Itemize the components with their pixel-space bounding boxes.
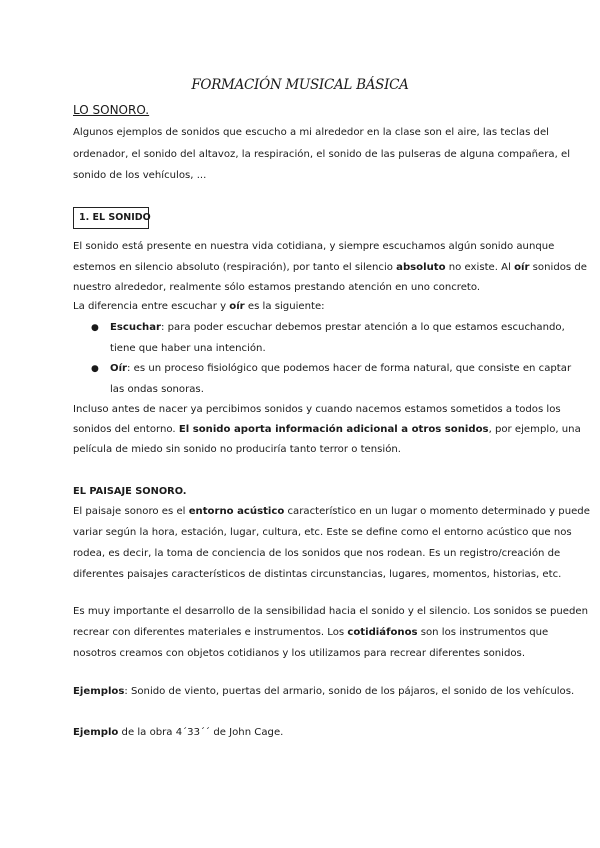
text-run: sonidos del entorno. xyxy=(73,424,179,435)
paragraph-line xyxy=(73,627,548,638)
bold-term: absoluto xyxy=(396,262,446,273)
bold-term: Oír xyxy=(110,363,128,374)
bold-term: oír xyxy=(229,301,245,312)
section-box-el-sonido: 1. EL SONIDO xyxy=(73,207,149,229)
paragraph-line: Algunos ejemplos de sonidos que escucho a mi alrededor en la clase son el aire, las teclas del xyxy=(73,127,549,138)
text-run: : Sonido de viento, puertas del armario, sonido de los pájaros, el sonido de los vehículos. xyxy=(124,686,575,697)
paragraph-line xyxy=(73,301,325,312)
bold-phrase: El sonido aporta información adicional a otros sonidos xyxy=(178,424,489,435)
text-run: estemos en silencio absoluto (respiración), por tanto el silencio xyxy=(73,262,397,273)
bold-term: Escuchar xyxy=(110,322,162,333)
paragraph-line: rodea, es decir, la toma de conciencia de los sonidos que nos rodean. Es un registro/creación de xyxy=(73,548,561,559)
paragraph-line: diferentes paisajes característicos de distintas circunstancias, lugares, momentos, historias, etc. xyxy=(73,569,562,580)
list-item xyxy=(110,363,571,374)
text-run: La diferencia entre escuchar y xyxy=(73,301,230,312)
text-run: : es un proceso fisiológico que podemos hacer de forma natural, que consiste en captar xyxy=(127,363,572,374)
paragraph-line xyxy=(73,506,590,517)
section-heading-lo-sonoro: LO SONORO. xyxy=(73,103,150,117)
paragraph-line: variar según la hora, estación, lugar, cultura, etc. Este se define como el entorno acústico que nos xyxy=(73,527,572,538)
text-run: , por ejemplo, una xyxy=(488,424,581,435)
text-run: son los instrumentos que xyxy=(417,627,549,638)
paragraph-line xyxy=(73,424,581,435)
text-run: característico en un lugar o momento determinado y puede xyxy=(284,506,590,517)
text-run: El paisaje sonoro es el xyxy=(73,506,189,517)
text-run: de la obra 4´33´´ de John Cage. xyxy=(118,727,284,738)
paragraph-line: Incluso antes de nacer ya percibimos sonidos y cuando nacemos estamos sometidos a todos los xyxy=(73,404,561,415)
text-run: no existe. Al xyxy=(445,262,515,273)
bold-label: Ejemplos xyxy=(73,686,125,697)
bold-label: Ejemplo xyxy=(73,727,119,738)
list-item-continuation: las ondas sonoras. xyxy=(110,384,204,395)
paragraph-line: película de miedo sin sonido no produciría tanto terror o tensión. xyxy=(73,444,402,455)
bold-term: oír xyxy=(514,262,530,273)
list-item-continuation: tiene que haber una intención. xyxy=(110,343,266,354)
document-title: FORMACIÓN MUSICAL BÁSICA xyxy=(191,77,409,93)
paragraph-line: sonido de los vehículos, ... xyxy=(73,170,207,181)
examples-line xyxy=(73,686,574,697)
paragraph-line: ordenador, el sonido del altavoz, la respiración, el sonido de las pulseras de alguna compañera, el xyxy=(73,149,571,160)
text-run: : para poder escuchar debemos prestar atención a lo que estamos escuchando, xyxy=(161,322,565,333)
text-run: recrear con diferentes materiales e instrumentos. Los xyxy=(73,627,348,638)
paragraph-line: Es muy importante el desarrollo de la sensibilidad hacia el sonido y el silencio. Los sonidos se pueden xyxy=(73,606,588,617)
bold-term: cotidiáfonos xyxy=(347,627,418,638)
example-line xyxy=(73,727,283,738)
section-heading-paisaje-sonoro: EL PAISAJE SONORO. xyxy=(73,486,187,497)
bold-term: entorno acústico xyxy=(188,506,285,517)
paragraph-line: El sonido está presente en nuestra vida cotidiana, y siempre escuchamos algún sonido aunque xyxy=(73,241,555,252)
paragraph-line: nosotros creamos con objetos cotidianos y los utilizamos para recrear diferentes sonidos. xyxy=(73,648,526,659)
text-run: sonidos de xyxy=(529,262,587,273)
list-item xyxy=(110,322,565,333)
text-run: es la siguiente: xyxy=(244,301,325,312)
bullet-icon: ● xyxy=(91,364,99,374)
paragraph-line xyxy=(73,262,587,273)
paragraph-line: nuestro alrededor, realmente sólo estamos prestando atención en uno concreto. xyxy=(73,282,481,293)
bullet-icon: ● xyxy=(91,323,99,333)
